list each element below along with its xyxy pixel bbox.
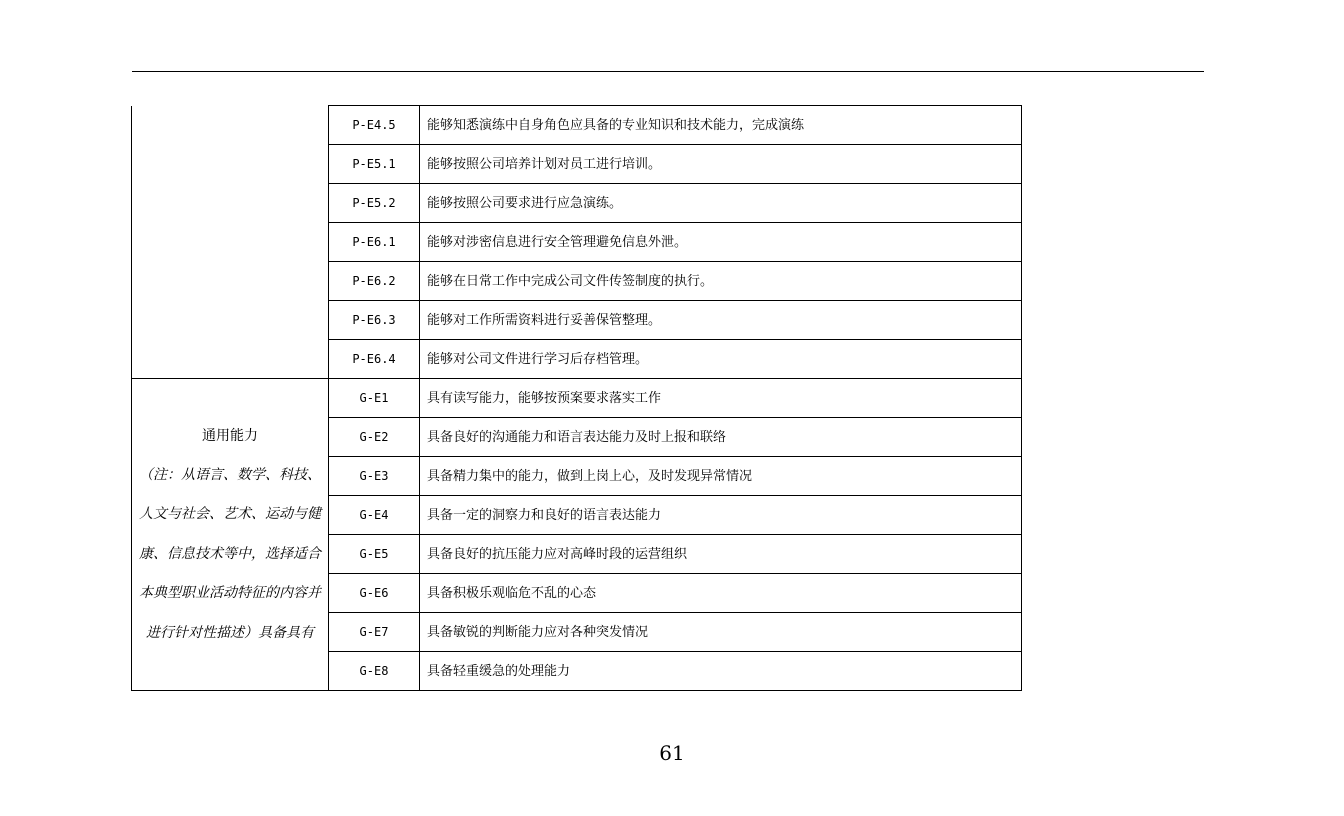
ability-description: 具有读写能力，能够按预案要求落实工作: [420, 379, 1022, 418]
ability-description: 具备良好的抗压能力应对高峰时段的运营组织: [420, 535, 1022, 574]
ability-code: G-E6: [329, 574, 420, 613]
ability-description: 能够按照公司培养计划对员工进行培训。: [420, 145, 1022, 184]
ability-description: 具备良好的沟通能力和语言表达能力及时上报和联络: [420, 418, 1022, 457]
ability-code: P-E5.1: [329, 145, 420, 184]
category-cell-continued: [132, 106, 329, 379]
ability-code: P-E5.2: [329, 184, 420, 223]
category-note-line: 康、信息技术等中，选择适合: [139, 545, 321, 562]
ability-description: 具备一定的洞察力和良好的语言表达能力: [420, 496, 1022, 535]
ability-description: 能够对公司文件进行学习后存档管理。: [420, 340, 1022, 379]
ability-code: P-E6.4: [329, 340, 420, 379]
ability-code: P-E6.2: [329, 262, 420, 301]
category-note-line: 本典型职业活动特征的内容并: [139, 585, 321, 602]
ability-description: 能够在日常工作中完成公司文件传签制度的执行。: [420, 262, 1022, 301]
ability-description: 具备积极乐观临危不乱的心态: [420, 574, 1022, 613]
ability-description: 具备敏锐的判断能力应对各种突发情况: [420, 613, 1022, 652]
ability-code: G-E8: [329, 652, 420, 691]
category-title: 通用能力: [202, 427, 258, 444]
category-text-block: [132, 416, 328, 654]
ability-description: 能够知悉演练中自身角色应具备的专业知识和技术能力，完成演练: [420, 106, 1022, 145]
ability-code: G-E7: [329, 613, 420, 652]
ability-description: 具备轻重缓急的处理能力: [420, 652, 1022, 691]
category-note-line: 进行针对性描述）具备具有: [146, 624, 314, 641]
header-rule: [132, 71, 1204, 72]
ability-code: G-E4: [329, 496, 420, 535]
ability-description: 能够按照公司要求进行应急演练。: [420, 184, 1022, 223]
ability-description: 能够对工作所需资料进行妥善保管整理。: [420, 301, 1022, 340]
category-note-line: 人文与社会、艺术、运动与健: [139, 506, 321, 523]
ability-code: G-E5: [329, 535, 420, 574]
category-note-line: （注：从语言、数学、科技、: [139, 466, 321, 483]
ability-description: 具备精力集中的能力，做到上岗上心，及时发现异常情况: [420, 457, 1022, 496]
table-row: [132, 106, 1022, 145]
ability-code: P-E4.5: [329, 106, 420, 145]
ability-code: P-E6.3: [329, 301, 420, 340]
ability-code: G-E2: [329, 418, 420, 457]
ability-description: 能够对涉密信息进行安全管理避免信息外泄。: [420, 223, 1022, 262]
category-cell-general: [132, 379, 329, 691]
ability-table: [131, 105, 1022, 691]
ability-code: G-E1: [329, 379, 420, 418]
ability-code: G-E3: [329, 457, 420, 496]
page-number: 61: [659, 741, 685, 765]
ability-code: P-E6.1: [329, 223, 420, 262]
table-row: [132, 379, 1022, 418]
